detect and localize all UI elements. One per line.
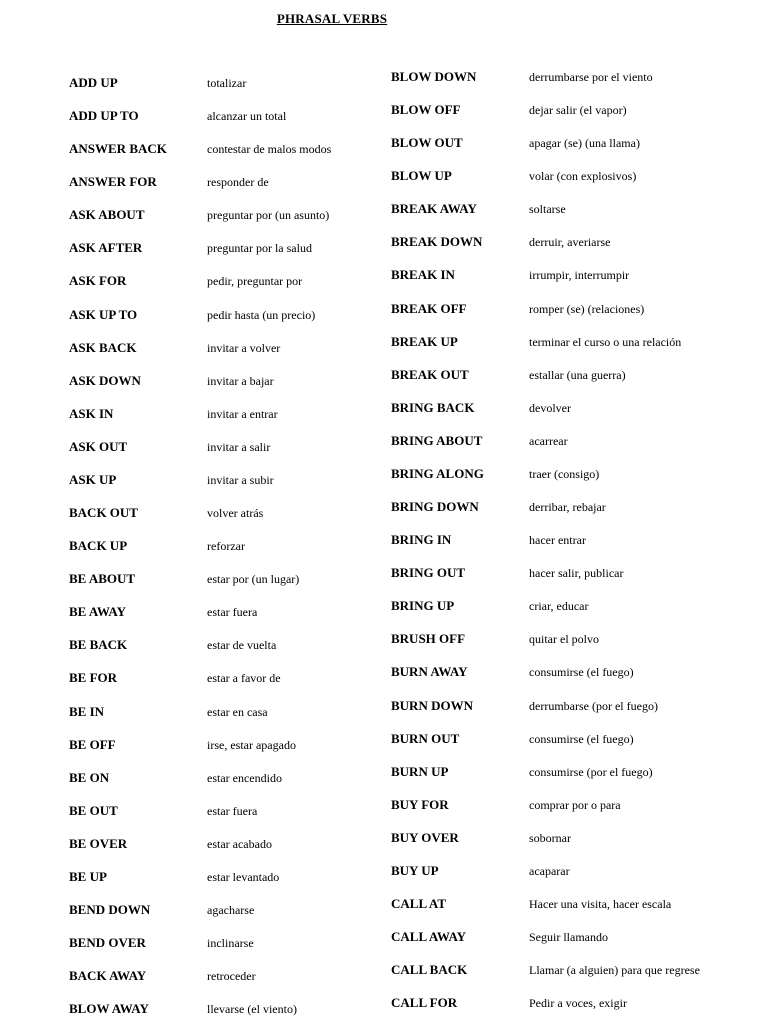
translation: consumirse (el fuego) bbox=[529, 731, 634, 746]
phrasal-verb: BE OUT bbox=[69, 802, 118, 818]
phrasal-verb: BE AWAY bbox=[69, 604, 126, 620]
phrasal-verb: BREAK IN bbox=[391, 267, 455, 283]
phrasal-verb: BUY UP bbox=[391, 862, 439, 878]
phrasal-verb: BLOW DOWN bbox=[391, 69, 477, 84]
translation: romper (se) (relaciones) bbox=[529, 301, 645, 316]
translation: estallar (una guerra) bbox=[529, 367, 626, 382]
translation: comprar por o para bbox=[529, 797, 621, 812]
translation: reforzar bbox=[207, 539, 245, 554]
phrasal-verb: BUY FOR bbox=[391, 796, 449, 812]
phrasal-verb: BREAK AWAY bbox=[391, 201, 477, 217]
phrasal-verb: ASK UP bbox=[69, 471, 117, 487]
translation: agacharse bbox=[207, 903, 255, 917]
translation: pedir hasta (un precio) bbox=[207, 307, 316, 322]
translation: terminar el curso o una relación bbox=[529, 334, 682, 349]
translation: hacer entrar bbox=[529, 533, 586, 548]
phrasal-verb: ASK FOR bbox=[69, 273, 127, 289]
translation: derrumbarse por el viento bbox=[529, 70, 653, 84]
phrasal-verb: BACK OUT bbox=[69, 505, 138, 521]
phrasal-verb: BRING BACK bbox=[391, 399, 475, 415]
phrasal-verb: BEND DOWN bbox=[69, 902, 151, 917]
translation: estar a favor de bbox=[207, 671, 281, 686]
phrasal-verb: BUY OVER bbox=[391, 829, 459, 845]
translation: acarrear bbox=[529, 433, 568, 448]
phrasal-verb: ADD UP bbox=[69, 75, 118, 90]
translation: consumirse (el fuego) bbox=[529, 665, 634, 680]
translation: estar fuera bbox=[207, 605, 258, 620]
phrasal-verb: BREAK OUT bbox=[391, 366, 469, 382]
translation: estar por (un lugar) bbox=[207, 572, 300, 587]
phrasal-verb: CALL FOR bbox=[391, 995, 458, 1011]
translation: quitar el polvo bbox=[529, 632, 599, 647]
phrasal-verb: ASK DOWN bbox=[69, 372, 141, 388]
phrasal-verb: BEND OVER bbox=[69, 935, 146, 951]
phrasal-verb: BRING IN bbox=[391, 532, 452, 548]
phrasal-verb: ASK AFTER bbox=[69, 240, 143, 256]
translation: estar encendido bbox=[207, 770, 282, 785]
phrasal-verb: BREAK UP bbox=[391, 333, 458, 349]
phrasal-verb: BRING ABOUT bbox=[391, 432, 483, 448]
translation: criar, educar bbox=[529, 599, 589, 614]
phrasal-verb: BE FOR bbox=[69, 670, 118, 686]
phrasal-verb: BE BACK bbox=[69, 637, 128, 653]
phrasal-verb: ANSWER BACK bbox=[69, 141, 167, 157]
translation: contestar de malos modos bbox=[207, 142, 332, 157]
phrasal-verb: BE ABOUT bbox=[69, 571, 136, 587]
translation: devolver bbox=[529, 400, 571, 415]
phrasal-verb: BLOW AWAY bbox=[69, 1001, 149, 1017]
translation: responder de bbox=[207, 175, 269, 190]
phrasal-verb: BRING UP bbox=[391, 598, 455, 614]
translation: derrumbarse (por el fuego) bbox=[529, 698, 658, 713]
translation: retroceder bbox=[207, 969, 256, 984]
phrasal-verb: ASK OUT bbox=[69, 438, 128, 454]
phrasal-verb: BRING ALONG bbox=[391, 465, 484, 481]
translation: alcanzar un total bbox=[207, 109, 287, 124]
phrasal-verb: CALL BACK bbox=[391, 962, 468, 978]
translation: consumirse (por el fuego) bbox=[529, 764, 653, 779]
translation: llevarse (el viento) bbox=[207, 1002, 297, 1017]
phrasal-verb: CALL AWAY bbox=[391, 929, 467, 945]
phrasal-verb: ASK UP TO bbox=[69, 306, 138, 322]
translation: estar en casa bbox=[207, 704, 268, 719]
phrasal-verb: BRUSH OFF bbox=[391, 631, 466, 647]
phrasal-verb: BRING OUT bbox=[391, 565, 466, 581]
translation: soltarse bbox=[529, 202, 566, 217]
phrasal-verb: ADD UP TO bbox=[69, 108, 139, 124]
phrasal-verb: CALL AT bbox=[391, 896, 447, 911]
translation: invitar a subir bbox=[207, 472, 274, 487]
phrasal-verb: BE ON bbox=[69, 769, 110, 785]
phrasal-verb: BE UP bbox=[69, 868, 107, 884]
translation: invitar a salir bbox=[207, 439, 271, 454]
phrasal-verb: BURN OUT bbox=[391, 730, 460, 746]
translation: pedir, preguntar por bbox=[207, 274, 303, 289]
translation: apagar (se) (una llama) bbox=[529, 136, 640, 151]
translation: invitar a bajar bbox=[207, 373, 274, 388]
phrasal-verb: BLOW OFF bbox=[391, 102, 461, 118]
phrasal-verb: BACK UP bbox=[69, 538, 128, 554]
translation: Llamar (a alguien) para que regrese bbox=[529, 963, 700, 978]
phrasal-verb: BE OVER bbox=[69, 835, 128, 851]
phrasal-verb: BURN DOWN bbox=[391, 697, 473, 713]
translation: derruir, averiarse bbox=[529, 235, 611, 250]
phrasal-verb: ASK ABOUT bbox=[69, 207, 145, 223]
translation: Hacer una visita, hacer escala bbox=[529, 897, 672, 911]
phrasal-verb: BE IN bbox=[69, 703, 105, 719]
translation: acaparar bbox=[529, 863, 570, 878]
translation: volver atrás bbox=[207, 506, 264, 521]
phrasal-verb: BRING DOWN bbox=[391, 499, 479, 515]
phrasal-verb: ASK BACK bbox=[69, 339, 137, 355]
page-title: PHRASAL VERBS bbox=[276, 11, 388, 26]
translation: Seguir llamando bbox=[529, 930, 608, 945]
translation: totalizar bbox=[207, 76, 247, 90]
phrasal-verb: BREAK OFF bbox=[391, 300, 467, 316]
translation: irse, estar apagado bbox=[207, 737, 296, 752]
translation: inclinarse bbox=[207, 936, 254, 951]
translation: preguntar por (un asunto) bbox=[207, 208, 330, 223]
translation: preguntar por la salud bbox=[207, 241, 312, 256]
translation: estar fuera bbox=[207, 803, 258, 818]
phrasal-verb: ANSWER FOR bbox=[69, 174, 157, 190]
translation: invitar a entrar bbox=[207, 406, 278, 421]
phrasal-verb: BACK AWAY bbox=[69, 968, 147, 984]
translation: estar de vuelta bbox=[207, 638, 277, 653]
phrasal-verb: BURN UP bbox=[391, 763, 449, 779]
phrasal-verb: BURN AWAY bbox=[391, 664, 468, 680]
phrasal-verb: BREAK DOWN bbox=[391, 234, 483, 250]
translation: dejar salir (el vapor) bbox=[529, 103, 627, 118]
translation: sobornar bbox=[529, 830, 571, 845]
phrasal-verb: ASK IN bbox=[69, 405, 114, 421]
phrasal-verb: BE OFF bbox=[69, 736, 116, 752]
translation: volar (con explosivos) bbox=[529, 169, 637, 184]
phrasal-verb: BLOW OUT bbox=[391, 135, 463, 151]
translation: derribar, rebajar bbox=[529, 500, 606, 515]
translation: hacer salir, publicar bbox=[529, 566, 624, 581]
translation: estar acabado bbox=[207, 836, 272, 851]
translation: Pedir a voces, exigir bbox=[529, 996, 627, 1011]
translation: estar levantado bbox=[207, 869, 280, 884]
translation: irrumpir, interrumpir bbox=[529, 268, 630, 283]
phrasal-verb: BLOW UP bbox=[391, 168, 452, 184]
translation: traer (consigo) bbox=[529, 466, 600, 481]
translation: invitar a volver bbox=[207, 340, 281, 355]
